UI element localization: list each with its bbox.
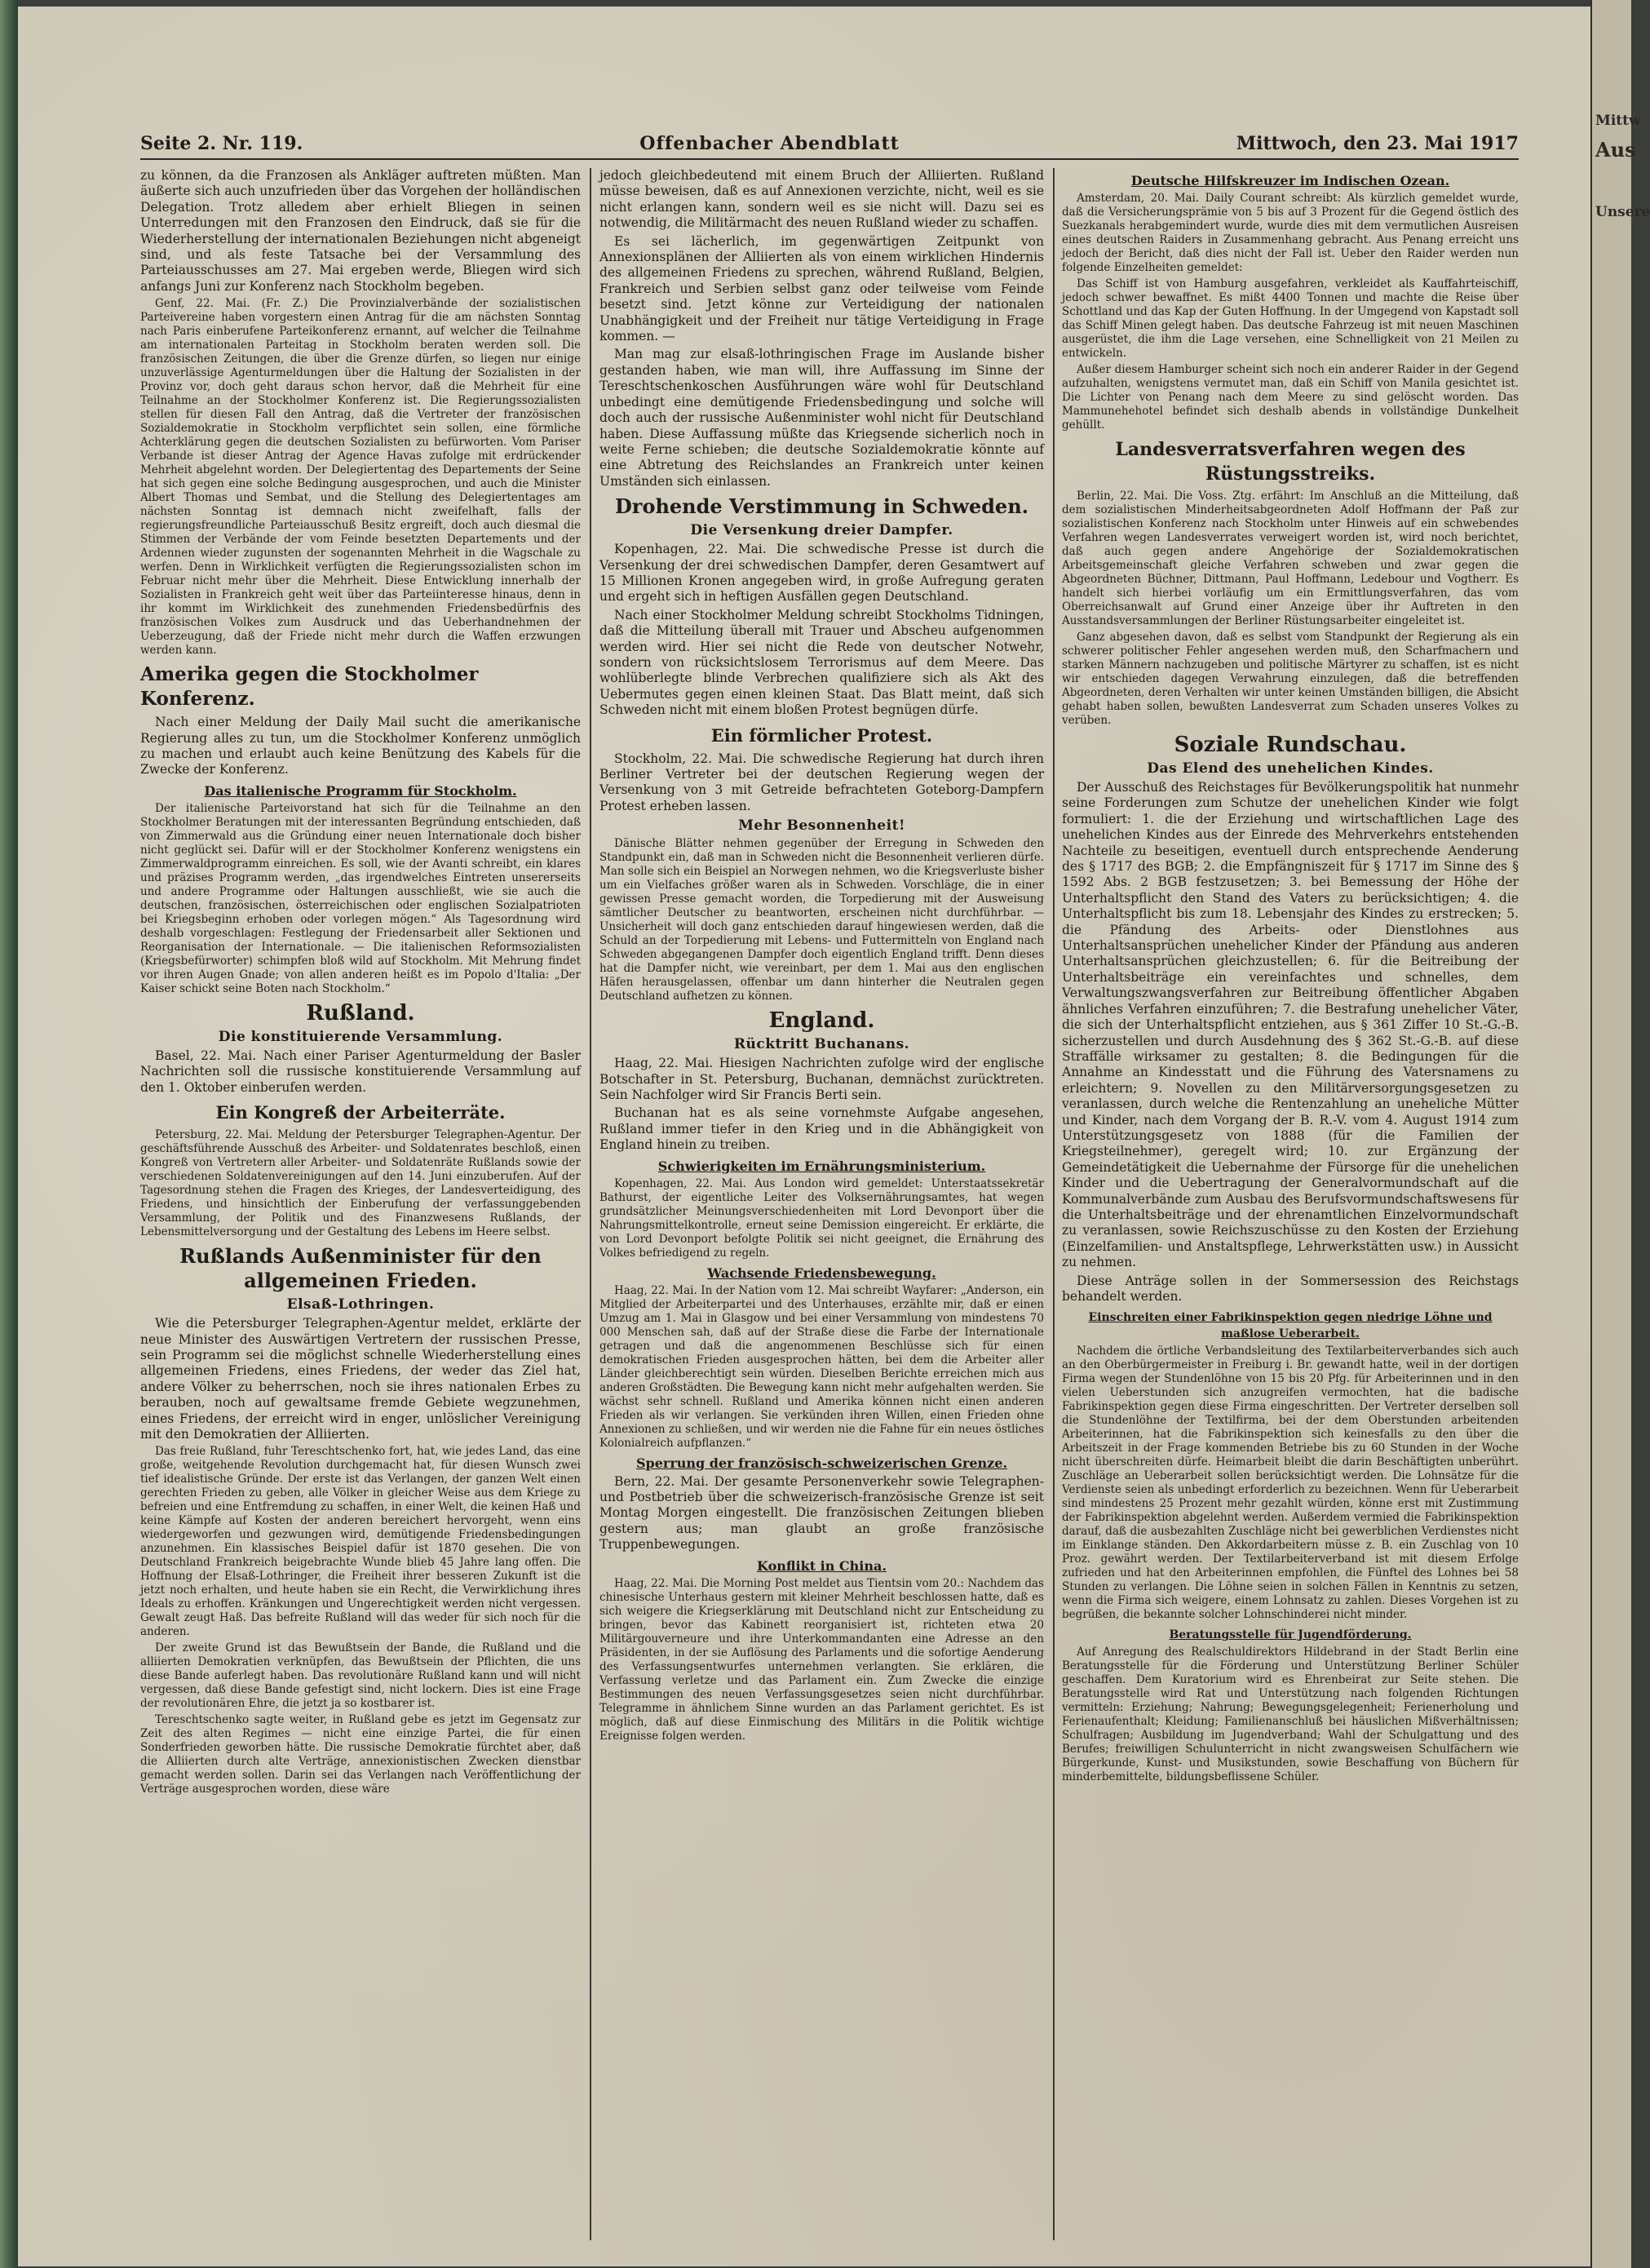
newspaper-page <box>18 7 1607 2266</box>
headline-kongress: Ein Kongreß der Arbeiterräte. <box>215 1102 506 1123</box>
newspaper-title: Offenbacher Abendblatt <box>639 133 900 154</box>
subhead-konstituierende: Die konstituierende Versammlung. <box>218 1028 503 1045</box>
edge-text: Mittw <box>1595 113 1641 129</box>
article-text: Amsterdam, 20. Mai. Daily Courant schreibt: Als kürzlich gemeldet wurde, daß die Versicherungsprämie von 5 bis auf 3 Prozent für die Gegend östlich des Suezkanals herabgemindert wurde, wurde dies mit dem vermutlichen Ausreisen eines deutschen Raiders in Zusammenhang gebracht. Aus Penang erreicht uns jedoch der Bericht, daß dies nicht der Fall ist. Ueber den Raider werden nun folgende Einzelheiten gemeldet: <box>1062 192 1519 274</box>
headline-italien: Das italienische Programm für Stockholm. <box>204 782 517 799</box>
column-rule <box>590 168 591 2240</box>
column-rule <box>1053 168 1055 2240</box>
columns <box>140 168 1519 2240</box>
subhead-dampfer: Die Versenkung dreier Dampfer. <box>690 522 953 539</box>
article-text: Außer diesem Hamburger scheint sich noch ein anderer Raider in der Gegend aufzuhalten, wenigstens vermutet man, daß ein Schiff von Manila gesichtet ist. Die Lichter von Penang nach dem Meere zu sind gelöscht worden. Das Mammunehehotel befindet sich deshalb abends in vollständige Dunkelheit gehüllt. <box>1062 363 1519 432</box>
article-text: Nach einer Stockholmer Meldung schreibt Stockholms Tidningen, daß die Mitteilung überall mit Trauer und Abscheu aufgenommen werden wird. Hier sei nicht die Rede von deutscher Notwehr, sondern von rücksichtslosem Terrorismus auf dem Meere. Das wohlüberlegte blinde Verbrechen qualifiziere sich als Akt des Uebermutes gegen einen kleinen Staat. Das Blatt meint, daß sich Schweden nicht mit einem bloßen Protest begnügen dürfe. <box>599 607 1044 718</box>
article-text: Kopenhagen, 22. Mai. Aus London wird gemeldet: Unterstaatssekretär Bathurst, der eigentliche Leiter des Volksernährungsamtes, hat wegen grundsätzlicher Meinungsverschiedenheiten mit Lord Devonport über die Nahrungsmittelkontrolle, erneut seine Demission eingereicht. Er erklärte, die von Lord Devonport befolgte Politik sei nicht geeignet, die Ernährung des Volkes befriedigend zu regeln. <box>599 1176 1044 1260</box>
article-text: Haag, 22. Mai. Die Morning Post meldet aus Tientsin vom 20.: Nachdem das chinesische Unterhaus gestern mit kleiner Mehrheit beschlossen hatte, daß es sich weigere die Kriegserklärung mit Deutschland nicht zur Entscheidung zu bringen, bevor das Kabinett reorganisiert ist, richteten etwa 20 Militärgouverneure und ihre Unterkommandanten eine Adresse an den Präsidenten, in der sie Auflösung des Parlaments und die sofortige Aenderung des Verfassungsentwurfes unternehmen verlangten. Sie erklären, die Verfassung verletze und das Parlament ein. Zum Zwecke die einzige Bestimmungen des neuen Verfassungsgesetzes seien nicht durchführbar. Telegramme in ähnlichem Sinne wurden an das Parlament gerichtet. Es ist möglich, daß auf diese Einmischung des Militärs in die Politik wichtige Ereignisse folgen werden. <box>599 1576 1044 1743</box>
headline-protest: Ein förmlicher Protest. <box>710 724 933 746</box>
article-text: Der zweite Grund ist das Bewußtsein der Bande, die Rußland und die alliierten Demokratien verknüpfen, das Bewußtsein der Pflichten, die uns diese Bande auferlegt haben. Das revolutionäre Rußland kann und will nicht vergessen, daß diese Bande gefestigt sind, nicht lockern. Dies ist eine Frage der revolutionären Ehre, die jetzt ja so kostbarer ist. <box>140 1641 581 1711</box>
column-1 <box>140 168 581 2240</box>
subhead-buchanan: Rücktritt Buchanans. <box>733 1036 910 1053</box>
article-text: Buchanan hat es als seine vornehmste Aufgabe angesehen, Rußland immer tiefer in den Krieg und in die Abhängigkeit von England hinein zu treiben. <box>599 1105 1044 1153</box>
edge-text: Unsere <box>1595 204 1650 220</box>
page-number: Seite 2. Nr. 119. <box>140 133 303 154</box>
article-text: Haag, 22. Mai. In der Nation vom 12. Mai schreibt Wayfarer: „Anderson, ein Mitglied der Arbeiterpartei und des Unterhauses, erzählte mir, daß er einen Umzug am 1. Mai in Glasgow und bei einer Versammlung von mindestens 70 000 Menschen sah, daß auf der Straße diese die Farbe der Internationale getragen und daß die angenommenen Beschlüsse sich für einen demokratischen Frieden ausgesprochen hätten, bei dem die Arbeiter aller Länder gleichberechtigt sein würden. Dieselben Berichte erreichen mich aus anderen Großstädten. Die Bewegung kann nicht mehr aufgehalten werden. Sie wächst sehr schnell. Rußland und Amerika können nicht einen anderen Frieden als wir verlangen. Sie verkünden ihren Willen, einen Frieden ohne Annexionen zu schließen, und wir werden nie die Fahne für ein neues östliches Kolonialreich aufpflanzen.“ <box>599 1283 1044 1450</box>
edge-text: Aus <box>1595 138 1636 162</box>
article-text: jedoch gleichbedeutend mit einem Bruch der Alliierten. Rußland müsse beweisen, daß es auf Annexionen verzichte, nicht, weil es sie nicht erlangen kann, sondern weil es sie nicht will. Dazu sei es notwendig, die Militärmacht des neuen Rußland wieder zu schaffen. <box>599 168 1044 231</box>
article-text: Diese Anträge sollen in der Sommersession des Reichstags behandelt werden. <box>1062 1273 1519 1304</box>
headline-friedensbewegung: Wachsende Friedensbewegung. <box>707 1265 936 1281</box>
headline-china: Konflikt in China. <box>757 1557 887 1574</box>
book-binding <box>0 0 18 2268</box>
headline-fabrikinspektion: Einschreiten einer Fabrikinspektion gegen niedrige Löhne und maßlose Ueberarbeit. <box>1088 1311 1493 1341</box>
article-text: Der italienische Parteivorstand hat sich für die Teilnahme an den Stockholmer Beratungen mit der interessanten Begründung entschieden, daß von Zimmerwald aus die Gründung einer neuen Internationale doch bisher nicht geglückt sei. Dafür will er der Stockholmer Konferenz wenigstens ein Zimmerwaldprogramm einreichen. Es soll, wie der Avanti schreibt, ein klares und präzises Programm werden, „das irgendwelches Eintreten unsererseits und andere Programme oder Haltungen ausschließt, wie sie auch die deutschen, französischen, österreichischen oder englischen Sozialpatrioten bei Kriegsbeginn erhoben oder vorlegen mögen.“ Als Tagesordnung wird deshalb vorgeschlagen: Festlegung der Friedensarbeit aller Sektionen und Reorganisation der Internationale. — Die italienischen Reformsozialisten (Kriegsbefürworter) schimpfen bloß wild auf Stockholm. Mit Mehrung findet vor ihren Augen Gnade; von allen anderen heißt es im Popolo d'Italia: „Der Kaiser schickt seine Boten nach Stockholm.“ <box>140 801 581 995</box>
headline-russland: Rußland. <box>306 1000 415 1025</box>
article-text: Nach einer Meldung der Daily Mail sucht die amerikanische Regierung alles zu tun, um die Stockholmer Konferenz unmöglich zu machen und erlaubt auch keine Benützung des Kabels für die Zwecke der Konferenz. <box>140 715 581 777</box>
column-3 <box>1062 168 1519 2240</box>
subhead-besonnenheit: Mehr Besonnenheit! <box>738 817 905 835</box>
article-text: Tereschtschenko sagte weiter, in Rußland gebe es jetzt im Gegensatz zur Zeit des alten Regimes — nicht eine einzige Partei, die für einen Sonderfrieden geworben hätte. Die russische Demokratie fürchtet aber, daß die Alliierten durch alte Verträge, annexionistischen Zwecken dienstbar gemacht werden sollen. Darin sei das Verlangen nach Veröffentlichung der Verträge ausgesprochen worden, diese wäre <box>140 1713 581 1796</box>
article-text: Es sei lächerlich, im gegenwärtigen Zeitpunkt von Annexionsplänen der Alliierten als von einem wirklichen Hindernis des allgemeinen Friedens zu sprechen, während Rußland, Belgien, Frankreich und Serbien selbst ganz oder teilweise vom Feinde besetzt sind. Jetzt könne zur Verteidigung der nationalen Unabhängigkeit und der Freiheit nur tätige Verteidigung in Frage kommen. — <box>599 233 1044 344</box>
article-text: Der Ausschuß des Reichstages für Bevölkerungspolitik hat nunmehr seine Forderungen zum Schutze der unehelichen Kinder wie folgt formuliert: 1. die der Erziehung und wirtschaftlichen Lage des unehelichen Kindes aus der Einrede des Mehrverkehrs entstehenden Nachteile zu beseitigen, eventuell durch entsprechende Aenderung des § 1717 des BGB; 2. die Empfängniszeit für § 1717 im Sinne des § 1592 Abs. 2 BGB festzusetzen; 3. bei Bemessung der Höhe der Unterhaltspflicht den Stand des Vaters zu berücksichtigen; 4. die Unterhaltspflicht bis zum 18. Lebensjahr des Kindes zu erstrecken; 5. die Pfändung des Arbeits- oder Dienstlohnes aus Unterhaltsansprüchen unehelicher Kinder der Pfändung aus anderen Unterhaltsansprüchen gleichzustellen; 6. für die Beitreibung der Unterhaltsbeiträge ein vereinfachtes und schnelles, dem Verwaltungszwangsverfahren zur Beitreibung öffentlicher Abgaben ähnliches Verfahren einzuführen; 7. die Bestrafung unehelicher Väter, die sich der Unterhaltspflicht entziehen, aus § 361 Ziffer 10 St.-G.-B. sicherzustellen und durch Ausdehnung des § 362 St.-G.-B. auf diese Straffälle wirksamer zu gestalten; 8. die Bedingungen für die Annahme an Kindesstatt und die Führung des Vatersnamens zu erleichtern; 9. Novellen zu den Militärversorgungsgesetzen zu veranlassen, durch welche die Rentenzahlung an uneheliche Mütter und Kinder, nach dem Vorgang der B. R.-V. vom 4. August 1914 zum Unterstützungsgesetz von 1888 (für die Familien der Kriegsteilnehmer), geregelt wird; 10. zur Ergänzung der Gemeindetätigkeit die Uebernahme der Fürsorge für die unehelichen Kinder und die Uebertragung der Generalvormundschaft auf die Kommunalverbände zum Ausbau des Berufsvormundschaftswesens für die Unterhaltsbeiträge und der ehrenamtlichen Einzelvormundschaft zu veranlassen, sowie Reichszuschüsse zu den Kosten der Erziehung (Einzelfamilien- und Anstaltspflege, Lehrwerkstätten usw.) in Aussicht zu nehmen. <box>1062 780 1519 1270</box>
headline-aussenminister: Rußlands Außenminister für den allgemeinen Frieden. <box>179 1244 542 1293</box>
page-header <box>140 129 1519 160</box>
article-text: Ganz abgesehen davon, daß es selbst vom Standpunkt der Regierung als ein schwerer politischer Fehler angesehen werden muß, den Scharfmachern und starken Männern nachzugeben und politische Märtyrer zu schaffen, ist es nicht wir entschieden dagegen Verwahrung einzulegen, daß die betreffenden Abgeordneten, deren Verhalten wir unter keinen Umständen billigen, die Absicht gehabt haben sollen, bewußten Landesverrat zum Schaden unseres Volkes zu verüben. <box>1062 631 1519 727</box>
article-text: Man mag zur elsaß-lothringischen Frage im Auslande bisher gestanden haben, wie man will, ihre Auffassung im Sinne der Tereschtschenkoschen Ausführungen wäre wohl für Deutschland unbedingt eine demütigende Friedensbedingung und solche will doch auch der russische Außenminister wohl nicht für Deutschland haben. Diese Auffassung müßte das Kriegsende sicherlich noch in weite Ferne schieben; die deutsche Sozialdemokratie könnte auf eine Abtretung des Reichslandes an Frankreich unter keinen Umständen sich einlassen. <box>599 347 1044 489</box>
article-text: Kopenhagen, 22. Mai. Die schwedische Presse ist durch die Versenkung der drei schwedischen Dampfer, deren Gesamtwert auf 15 Millionen Kronen angegeben wird, in große Aufregung geraten und ergeht sich in heftigen Ausfällen gegen Deutschland. <box>599 542 1044 605</box>
issue-date: Mittwoch, den 23. Mai 1917 <box>1236 133 1519 154</box>
next-page-edge <box>1590 0 1650 2268</box>
article-text: zu können, da die Franzosen als Ankläger auftreten müßten. Man äußerte sich auch unzufrieden über das Vorgehen der holländischen Delegation. Trotz alledem aber erhielt Bliegen in seinen Unterredungen mit den Franzosen den Eindruck, daß sie für die Wiederherstellung der internationalen Beziehungen nicht abgeneigt sind, und als feste Tatsache bei der Versammlung des Parteiausschusses am 27. Mai ergeben werde, Bliegen wird sich anfangs Juni zur Konferenz nach Stockholm begeben. <box>140 168 581 294</box>
article-text: Petersburg, 22. Mai. Meldung der Petersburger Telegraphen-Agentur. Der geschäftsführende Ausschuß des Arbeiter- und Soldatenrates beschloß, einen Kongreß von Vertretern aller Arbeiter- und Soldatenräte Rußlands sowie der verschiedenen Soldatenvereinigungen auf den 14. Juni einzuberufen. Auf der Tagesordnung stehen die Fragen des Krieges, der Landesverteidigung, des Friedens, und hinsichtlich der Einberufung der verfassunggebenden Versammlung, der Politik und des Finanzwesens Rußlands, der Lebensmittelversorgung und der Gestaltung des Lebens im Heere selbst. <box>140 1128 581 1239</box>
article-text: Auf Anregung des Realschuldirektors Hildebrand in der Stadt Berlin eine Beratungsstelle für die Förderung und Unterstützung Berliner Schüler geschaffen. Dem Kuratorium wird es Ehrenbeirat zur Seite stehen. Die Beratungsstelle wird Rat und Unterstützung nach folgenden Richtungen vermitteln: Erziehung; Nahrung; Bewegungsgelegenheit; Ferienerholung und Ferienaufenthalt; Kleidung; Familienanschluß bei häuslichen Mißverhältnissen; Schulfragen; Ausbildung im Jugendverband; Wahl der Schulgattung und des Berufes; freiwilligen Schulunterricht in nicht zwangsweisen Schulfächern wie Bürgerkunde, Kunst- und Musikstunden, sowie Beschaffung von Büchern für minderbemittelte, bildungsbeflissene Schüler. <box>1062 1646 1519 1784</box>
article-text: Das freie Rußland, fuhr Tereschtschenko fort, hat, wie jedes Land, das eine große, weitgehende Revolution durchgemacht hat, für diesen Wunsch zwei tief idealistische Gründe. Der erste ist das Verlangen, der ganzen Welt einen gerechten Frieden zu geben, alle Völker in gleicher Weise aus dem Kriege zu befreien und eine Entfremdung zu schaffen, in einer Welt, die keinen Haß und keine Kämpfe auf Kosten der anderen bereichert hervorgeht, wenn eins wiedergeworfen und gezwungen wird, demütigende Friedensbedingungen anzunehmen. Ein klassisches Beispiel dafür ist 1870 gesehen. Die von Deutschland Frankreich beigebrachte Wunde blieb 45 Jahre lang offen. Die Hoffnung der Elsaß-Lothringer, die Freiheit ihrer besseren Zukunft ist die jetzt noch erhalten, und heute haben sie ein Recht, die Verwirklichung ihres Ideals zu erhoffen. Kränkungen und Ungerechtigkeit werden nicht vergessen. Gewalt zeugt Haß. Das befreite Rußland will das weder für sich noch für die anderen. <box>140 1445 581 1639</box>
headline-england: England. <box>768 1008 875 1034</box>
column-2 <box>599 168 1044 2240</box>
article-text: Haag, 22. Mai. Hiesigen Nachrichten zufolge wird der englische Botschafter in St. Petersburg, Buchanan, demnächst zurücktreten. Sein Nachfolger wird Sir Francis Berti sein. <box>599 1056 1044 1103</box>
headline-grenze: Sperrung der französisch-schweizerischen Grenze. <box>635 1455 1008 1471</box>
article-text: Bern, 22. Mai. Der gesamte Personenverkehr sowie Telegraphen- und Postbetrieb über die schweizerisch-französische Grenze ist seit Montag Morgen eingestellt. Die französischen Zeitungen blieben gestern aus; man glaubt an große französische Truppenbewegungen. <box>599 1473 1044 1553</box>
headline-schweden: Drohende Verstimmung in Schweden. <box>614 494 1028 519</box>
headline-landesverrat: Landesverratsverfahren wegen des Rüstungsstreiks. <box>1115 439 1466 485</box>
headline-jugendfoerderung: Beratungsstelle für Jugendförderung. <box>1169 1628 1412 1642</box>
article-text: Genf, 22. Mai. (Fr. Z.) Die Provinzialverbände der sozialistischen Parteivereine haben vorgestern einen Antrag für die am nächsten Sonntag nach Paris einberufene Parteikonferenz ernannt, auf welcher die Teilnahme am internationalen Parteitag in Stockholm beraten werden soll. Die französischen Zeitungen, die über die Grenze dürfen, so liegen nur einige unzuverlässige Agenturmeldungen über die Haltung der Sozialisten in der Provinz vor, doch geht daraus schon hervor, daß die Mehrheit für eine Teilnahme an der Stockholmer Konferenz ist. Die Regierungssozialisten stellen für diesen Fall den Antrag, daß die Vertreter der französischen Sozialdemokratie in Stockholm verpflichtet sein sollen, eine förmliche Achterklärung gegen die deutschen Sozialisten zu befürworten. Vom Pariser Verbande ist dieser Antrag der Agence Havas zufolge mit erdrückender Mehrheit abgelehnt worden. Der Delegiertentag des Departements der Seine hat sich gegen eine solche Bedingung ausgesprochen, und auch die Minister Albert Thomas und Sembat, und die Stellung des Delegiertentages am nächsten Sonntag ist demnach nicht zweifelhaft, falls der regierungsfreundliche Parteiausschuß Besitz ergreift, doch auch diesmal die Stimmen der Verbände der vom Feinde besetzten Departements und der Ardennen wieder zugunsten der sogenannten Mehrheit in die Wagschale zu werfen. Denn in Wirklichkeit verfügten die Regierungssozialisten schon im Februar nicht mehr über die Mehrheit. Diese Entwicklung innerhalb der Sozialisten in Frankreich geht weit über das Parteiinteresse hinaus, denn in ihr kommt im Wirklichkeit des zunehmenden Friedensbedürfnis des französischen Volkes zum Ausdruck und das Ueberhandnehmen der Ueberzeugung, daß der Friede nicht mehr durch die Waffen erzwungen werden kann. <box>140 297 581 658</box>
subhead-elsass: Elsaß-Lothringen. <box>286 1296 435 1313</box>
article-text: Basel, 22. Mai. Nach einer Pariser Agenturmeldung der Basler Nachrichten soll die russische konstituierende Versammlung auf den 1. Oktober einberufen werden. <box>140 1048 581 1095</box>
subhead-elend: Das Elend des unehelichen Kindes. <box>1147 760 1434 777</box>
headline-soziale-rundschau: Soziale Rundschau. <box>1174 733 1407 757</box>
article-text: Wie die Petersburger Telegraphen-Agentur meldet, erklärte der neue Minister des Auswärtigen Vertretern der russischen Presse, sein Programm sei die möglichst schnelle Wiederherstellung eines allgemeinen Friedens, eines Friedens, der weder das Ziel hat, andere Völker zu beherrschen, noch sie ihres nationalen Erbes zu berauben, noch auf gewaltsame fremde Gebiete wegzunehmen, eines Friedens, der erreicht wird in enger, unlöslicher Vereinigung mit den Demokratien der Alliierten. <box>140 1316 581 1442</box>
headline-hilfskreuzer: Deutsche Hilfskreuzer im Indischen Ozean. <box>1130 173 1450 188</box>
article-text: Dänische Blätter nehmen gegenüber der Erregung in Schweden den Standpunkt ein, daß man in Schweden nicht die Besonnenheit verlieren dürfe. Man solle sich ein Beispiel an Norwegen nehmen, wo die Kriegsverluste bisher um ein Vielfaches größer waren als in Schweden. Vorschläge, die in einer gewissen Presse gemacht worden, die Torpedierung mit der Ausweisung sämtlicher Deutscher zu beantworten, erscheinen nicht durchführbar. — Unsicherheit will doch ganz entschieden darauf hingewiesen werden, daß die Schuld an der Torpedierung mit Lebens- und Futtermitteln von England nach Schweden abgegangenen Dampfer doch eigentlich England trifft. Denn dieses hat die Dampfer nicht, wie vereinbart, per dem 1. Mai aus den englischen Häfen herausgelassen, offenbar um dann hinterher die Neutralen gegen Deutschland aufhetzen zu können. <box>599 837 1044 1003</box>
headline-amerika: Amerika gegen die Stockholmer Konferenz. <box>140 663 479 711</box>
article-text: Nachdem die örtliche Verbandsleitung des Textilarbeiterverbandes sich auch an den Oberbürgermeister in Freiburg i. Br. gewandt hatte, weil in der dortigen Firma wegen der Stundenlöhne von 15 bis 20 Pfg. für Arbeiterinnen und in den vielen Ueberstunden sich anzugreifen vermochten, hat die badische Fabrikinspektion gegen diese Firma eingeschritten. Der Vertreter derselben soll die Stundenlöhne der Textilfirma, bei der dem Oberstunden arbeitenden Arbeiterinnen, hat die Fabrikinspektion sich keinesfalls zu den über die Arbeitszeit in der Frage kommenden Betriebe bis zu 60 Stunden in der Woche nicht überschreiten dürfe. Heimarbeit bleibt die darin Beschäftigten unberührt. Zuschläge an Ueberarbeit sollen berücksichtigt werden. Die Lohnsätze für die Verdienste seien als unbedingt erforderlich zu bezeichnen. Wenn für Ueberarbeit sind mindestens 25 Prozent mehr gezahlt würden, könne erst mit Zustimmung der Fabrikinspektion abgelehnt werden. Außerdem vermied die Fabrikinspektion darauf, daß die ausbezahlten Zuschläge nicht bei gewerblichen Verdienstes nicht im Einklange ständen. Den Akkordarbeitern müsse z. B. ein Zuschlag von 10 Proz. gewährt werden. Der Textilarbeiterverband ist mit diesem Erfolge zufrieden und hat den Arbeiterinnen empfohlen, die Fünftel des Lohnes bei 58 Stunden zu verlangen. Die Löhne seien in solchen Fällen in Kenntnis zu setzen, wenn die Firma sich weigere, einem Lohnsatz zu zahlen. Dieses Vorgehen ist zu begrüßen, die bekannte solcher Lohnschinderei nicht minder. <box>1062 1344 1519 1622</box>
article-text: Berlin, 22. Mai. Die Voss. Ztg. erfährt: Im Anschluß an die Mitteilung, daß dem sozialistischen Minderheitsabgeordneten Adolf Hoffmann der Paß zur sozialistischen Konferenz nach Stockholm unter Hinweis auf ein schwebendes Verfahren wegen Landesverrates verweigert worden ist, wird noch berichtet, daß auch gegen andere Angehörige der Sozialdemokratischen Arbeitsgemeinschaft gleiche Verfahren schweben und zwar gegen die Abgeordneten Büchner, Dittmann, Paul Hoffmann, Ledebour und Vogtherr. Es handelt sich hierbei vorläufig um ein Ermittlungsverfahren, das vom Oberreichsanwalt auf Grund einer Anzeige über ihr Auftreten in den Ausstandsversammlungen der Berliner Rüstungsarbeiter eingeleitet ist. <box>1062 489 1519 627</box>
article-text: Stockholm, 22. Mai. Die schwedische Regierung hat durch ihren Berliner Vertreter bei der deutschen Regierung wegen der Versenkung von 3 mit Getreide befrachteten Goteborg-Dampfern Protest erheben lassen. <box>599 751 1044 813</box>
article-text: Das Schiff ist von Hamburg ausgefahren, verkleidet als Kauffahrteischiff, jedoch schwer bewaffnet. Es mißt 4400 Tonnen und machte die Reise über Schottland und das Kap der Guten Hoffnung. In der Umgegend von Kapstadt soll das Schiff Minen gelegt haben. Das deutsche Fahrzeug ist mit neuen Maschinen ausgerüstet, die ihm die Lage versehen, eine Schnelligkeit von 21 Meilen zu entwickeln. <box>1062 277 1519 360</box>
headline-ernaehrung: Schwierigkeiten im Ernährungsministerium. <box>657 1158 986 1174</box>
